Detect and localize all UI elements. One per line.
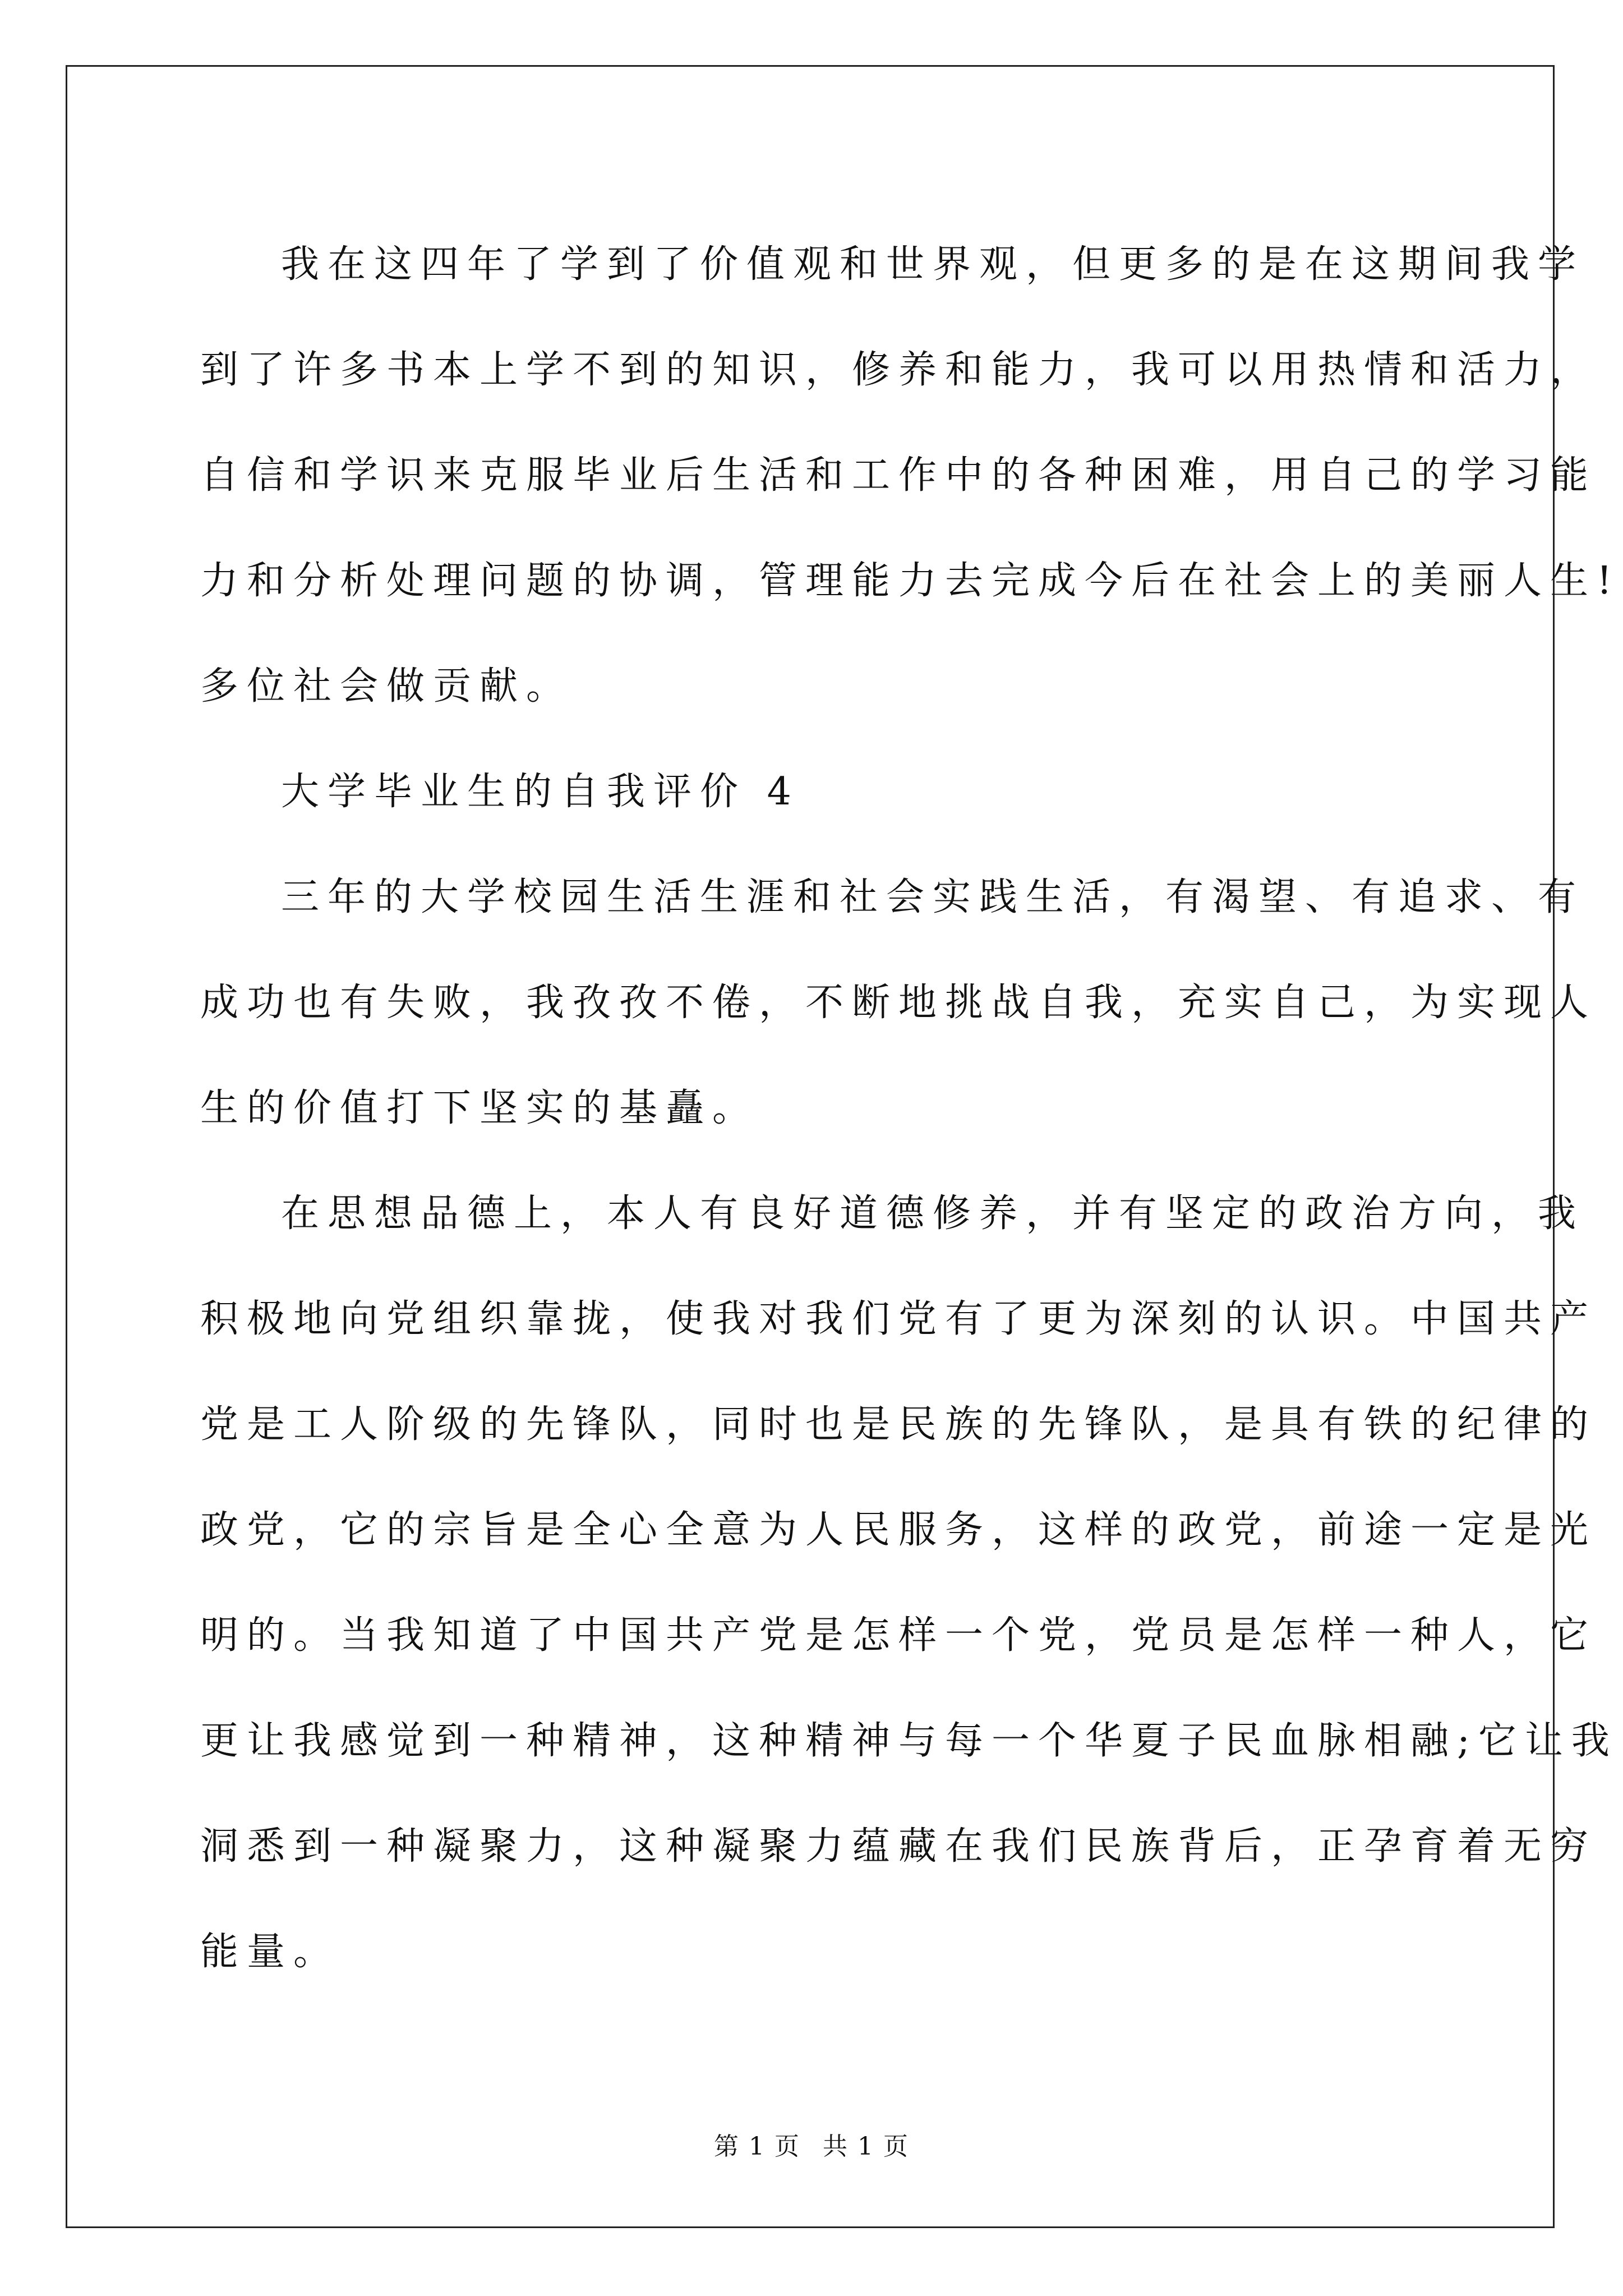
paragraph-line: 力和分析处理问题的协调，管理能力去完成今后在社会上的美丽人生! xyxy=(200,559,1621,603)
paragraph-line: 成功也有失败，我孜孜不倦，不断地挑战自我，充实自己，为实现人 xyxy=(200,981,1597,1025)
paragraph-line: 洞悉到一种凝聚力，这种凝聚力蕴藏在我们民族背后，正孕育着无穷 xyxy=(200,1824,1597,1869)
document-body xyxy=(200,212,1621,2005)
page-number: 第 1 页 xyxy=(714,2132,800,2161)
paragraph-line: 政党，它的宗旨是全心全意为人民服务，这样的政党，前途一定是光 xyxy=(200,1508,1597,1552)
paragraph-line: 自信和学识来克服毕业后生活和工作中的各种困难，用自己的学习能 xyxy=(200,453,1597,498)
page-footer xyxy=(0,2126,1623,2162)
paragraph-line: 积极地向党组织靠拢，使我对我们党有了更为深刻的认识。中国共产 xyxy=(200,1297,1597,1341)
paragraph-line: 更让我感觉到一种精神，这种精神与每一个华夏子民血脉相融;它让我 xyxy=(200,1719,1618,1763)
paragraph-line: 到了许多书本上学不到的知识，修养和能力，我可以用热情和活力， xyxy=(200,348,1597,392)
paragraph-line: 三年的大学校园生活生涯和社会实践生活，有渴望、有追求、有 xyxy=(281,875,1585,919)
paragraph-line: 我在这四年了学到了价值观和世界观，但更多的是在这期间我学 xyxy=(281,242,1585,287)
page-total: 共 1 页 xyxy=(823,2132,909,2161)
paragraph-line: 多位社会做贡献。 xyxy=(200,664,573,708)
paragraph-line: 在思想品德上，本人有良好道德修养，并有坚定的政治方向，我 xyxy=(281,1191,1585,1236)
paragraph-line: 能量。 xyxy=(200,1930,340,1974)
paragraph-line: 党是工人阶级的先锋队，同时也是民族的先锋队，是具有铁的纪律的 xyxy=(200,1402,1597,1447)
paragraph-line: 生的价值打下坚实的基矗。 xyxy=(200,1086,759,1130)
paragraph-line: 明的。当我知道了中国共产党是怎样一个党，党员是怎样一种人，它 xyxy=(200,1613,1597,1658)
section-heading: 大学毕业生的自我评价 4 xyxy=(281,770,800,814)
